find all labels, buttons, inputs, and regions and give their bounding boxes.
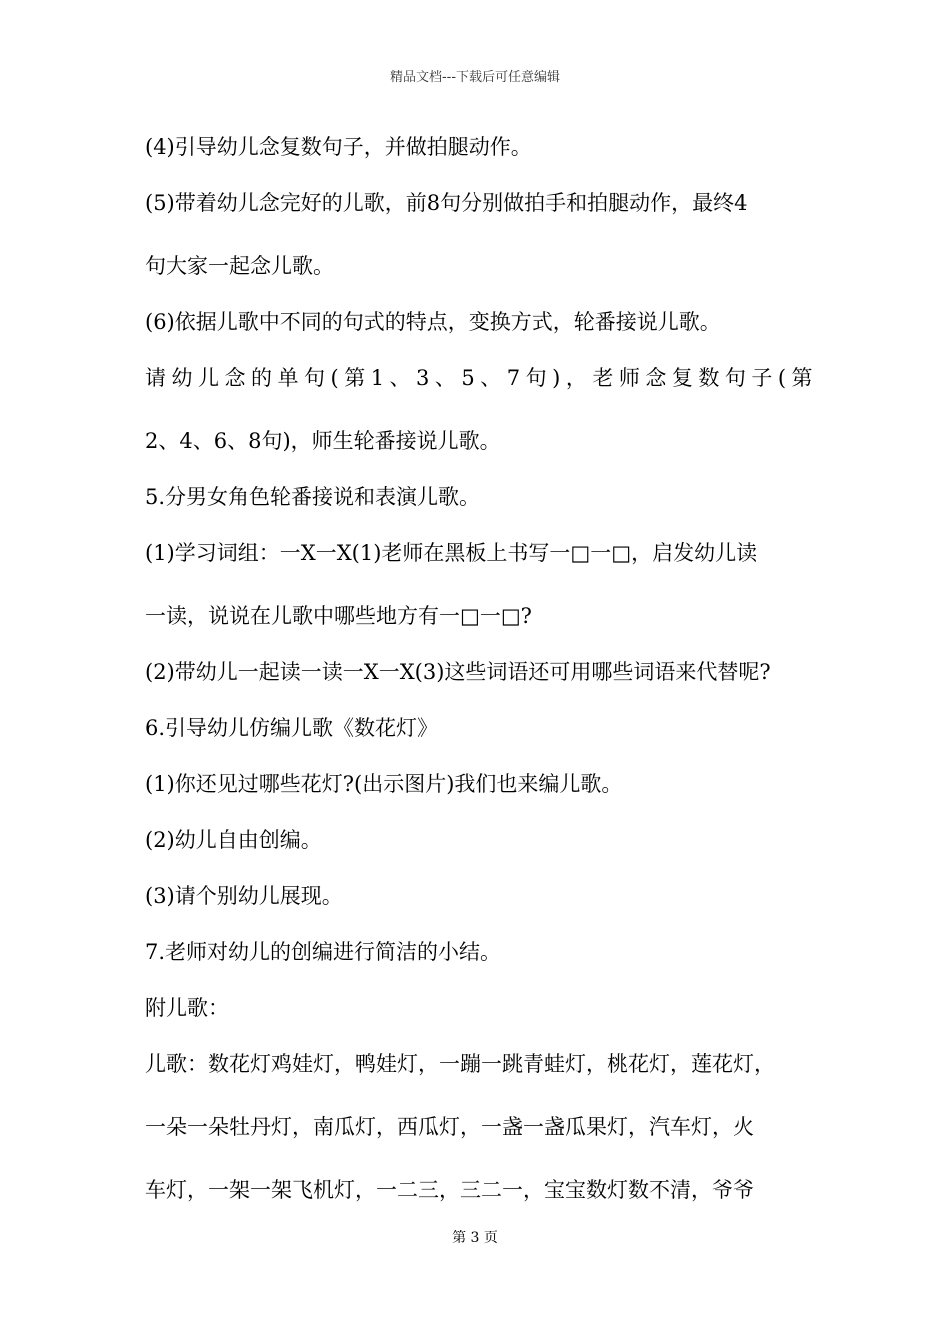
paragraph-line: 车灯，一架一架飞机灯，一二三，三二一，宝宝数灯数不清，爷爷 (145, 1178, 754, 1202)
paragraph-line: (3)请个别幼儿展现。 (145, 884, 343, 908)
paragraph-line: 2、4、6、8句)，师生轮番接说儿歌。 (145, 429, 501, 453)
paragraph-line: (5)带着幼儿念完好的儿歌，前8句分别做拍手和拍腿动作，最终4 (145, 191, 748, 215)
paragraph-line: (4)引导幼儿念复数句子，并做拍腿动作。 (145, 135, 532, 159)
paragraph-line: (2)带幼儿一起读一读一X一X(3)这些词语还可用哪些词语来代替呢? (145, 660, 771, 684)
document-body (145, 132, 825, 1205)
paragraph-line: (1)学习词组：一X一X(1)老师在黑板上书写一□一□，启发幼儿读 (145, 541, 758, 565)
paragraph-line: (1)你还见过哪些花灯?(出示图片)我们也来编儿歌。 (145, 772, 623, 796)
paragraph-line: 附儿歌： (145, 996, 229, 1020)
paragraph-line: (2)幼儿自由创编。 (145, 828, 322, 852)
paragraph-line: 6.引导幼儿仿编儿歌《数花灯》 (145, 716, 439, 740)
paragraph-line: 请幼儿念的单句(第1、3、5、7句)，老师念复数句子(第 (145, 366, 819, 390)
document-header: 精品文档---下载后可任意编辑 (389, 70, 561, 85)
paragraph-line: 句大家一起念儿歌。 (145, 254, 334, 278)
paragraph-line: (6)依据儿歌中不同的句式的特点，变换方式，轮番接说儿歌。 (145, 310, 721, 334)
paragraph-line: 一朵一朵牡丹灯，南瓜灯，西瓜灯，一盏一盏瓜果灯，汽车灯，火 (145, 1115, 754, 1139)
page-number: 第 3 页 (452, 1230, 498, 1246)
paragraph-line: 儿歌：数花灯鸡娃灯，鸭娃灯，一蹦一跳青蛙灯，桃花灯，莲花灯， (145, 1052, 775, 1076)
paragraph-line: 7.老师对幼儿的创编进行简洁的小结。 (145, 940, 502, 964)
paragraph-line: 5.分男女角色轮番接说和表演儿歌。 (145, 485, 481, 509)
paragraph-line: 一读，说说在儿歌中哪些地方有一□一□? (145, 604, 532, 628)
